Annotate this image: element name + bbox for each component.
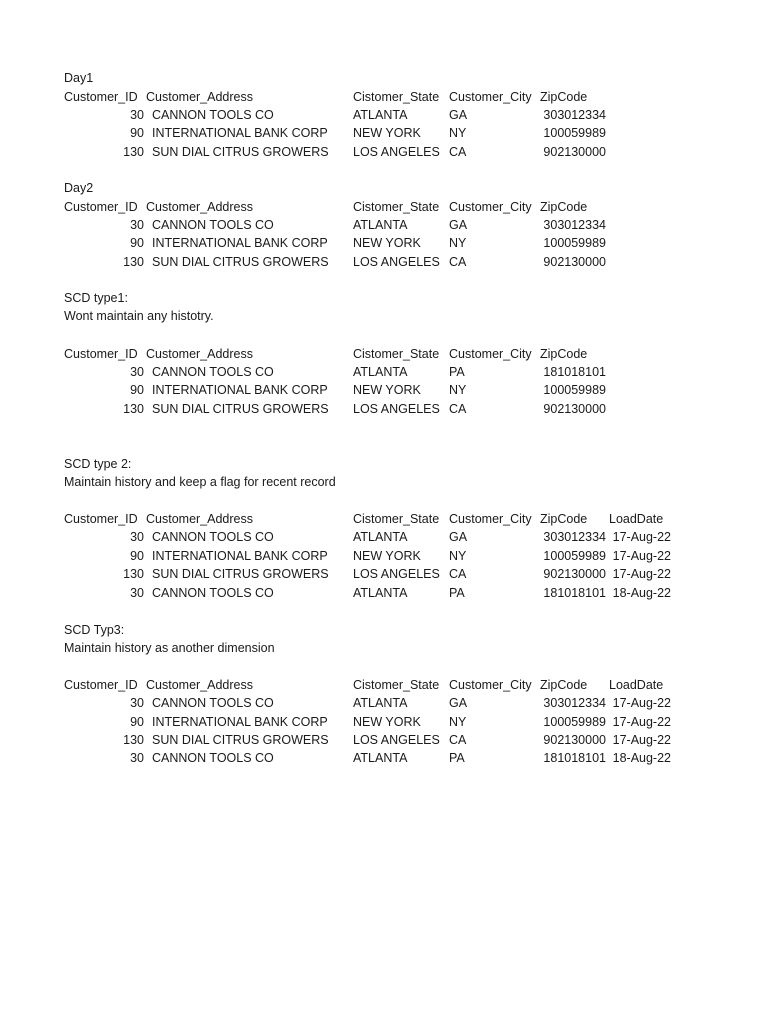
cell-customer-state: LOS ANGELES <box>353 255 440 269</box>
cell-customer-id: 30 <box>130 696 144 710</box>
cell-customer-address: INTERNATIONAL BANK CORP <box>152 126 328 140</box>
cell-customer-state: LOS ANGELES <box>353 733 440 747</box>
cell-loaddate: 18-Aug-22 <box>612 751 671 765</box>
section-title-scd-type1: SCD type1: <box>64 291 128 305</box>
header-customer-state: Cistomer_State <box>353 347 440 361</box>
header-loaddate: LoadDate <box>609 678 664 692</box>
cell-customer-id: 130 <box>123 255 144 269</box>
cell-customer-state: ATLANTA <box>353 751 408 765</box>
cell-customer-city: NY <box>449 126 467 140</box>
cell-customer-address: SUN DIAL CITRUS GROWERS <box>152 733 329 747</box>
section-title-scd-type2: SCD type 2: <box>64 457 132 471</box>
cell-customer-id: 30 <box>130 218 144 232</box>
header-customer-address: Customer_Address <box>146 678 253 692</box>
cell-customer-state: ATLANTA <box>353 108 408 122</box>
section-description-scd-type2: Maintain history and keep a flag for recent record <box>64 475 336 489</box>
cell-customer-address: INTERNATIONAL BANK CORP <box>152 236 328 250</box>
cell-customer-city: PA <box>449 586 465 600</box>
cell-customer-state: NEW YORK <box>353 236 421 250</box>
cell-customer-address: SUN DIAL CITRUS GROWERS <box>152 567 329 581</box>
cell-loaddate: 18-Aug-22 <box>612 586 671 600</box>
cell-loaddate: 17-Aug-22 <box>612 733 671 747</box>
cell-zipcode: 303012334 <box>543 530 606 544</box>
cell-customer-city: PA <box>449 751 465 765</box>
cell-customer-address: SUN DIAL CITRUS GROWERS <box>152 145 329 159</box>
cell-customer-city: NY <box>449 715 467 729</box>
section-description-scd-type3: Maintain history as another dimension <box>64 641 275 655</box>
cell-customer-address: CANNON TOOLS CO <box>152 365 274 379</box>
cell-customer-state: LOS ANGELES <box>353 402 440 416</box>
section-description-scd-type1: Wont maintain any histotry. <box>64 309 214 323</box>
cell-customer-address: CANNON TOOLS CO <box>152 586 274 600</box>
cell-customer-id: 90 <box>130 236 144 250</box>
cell-zipcode: 181018101 <box>543 586 606 600</box>
cell-customer-id: 30 <box>130 751 144 765</box>
cell-loaddate: 17-Aug-22 <box>612 696 671 710</box>
cell-zipcode: 902130000 <box>543 567 606 581</box>
cell-customer-id: 30 <box>130 586 144 600</box>
header-customer-address: Customer_Address <box>146 200 253 214</box>
cell-customer-city: GA <box>449 696 468 710</box>
section-title-day2: Day2 <box>64 181 94 195</box>
cell-customer-city: GA <box>449 218 468 232</box>
cell-customer-state: NEW YORK <box>353 549 421 563</box>
cell-customer-city: CA <box>449 402 467 416</box>
header-customer-state: Cistomer_State <box>353 512 440 526</box>
header-customer-address: Customer_Address <box>146 90 253 104</box>
cell-customer-city: CA <box>449 733 467 747</box>
cell-customer-city: CA <box>449 145 467 159</box>
cell-customer-address: SUN DIAL CITRUS GROWERS <box>152 402 329 416</box>
cell-customer-state: ATLANTA <box>353 530 408 544</box>
cell-zipcode: 100059989 <box>543 126 606 140</box>
cell-customer-id: 90 <box>130 549 144 563</box>
header-customer-city: Customer_City <box>449 678 532 692</box>
cell-customer-city: CA <box>449 255 467 269</box>
header-zipcode: ZipCode <box>540 512 588 526</box>
cell-loaddate: 17-Aug-22 <box>612 530 671 544</box>
cell-customer-address: INTERNATIONAL BANK CORP <box>152 715 328 729</box>
cell-customer-city: PA <box>449 365 465 379</box>
cell-zipcode: 181018101 <box>543 365 606 379</box>
cell-customer-state: NEW YORK <box>353 383 421 397</box>
cell-loaddate: 17-Aug-22 <box>612 715 671 729</box>
cell-customer-state: NEW YORK <box>353 126 421 140</box>
header-customer-state: Cistomer_State <box>353 90 440 104</box>
cell-customer-id: 130 <box>123 567 144 581</box>
cell-customer-address: SUN DIAL CITRUS GROWERS <box>152 255 329 269</box>
cell-zipcode: 100059989 <box>543 715 606 729</box>
cell-customer-state: LOS ANGELES <box>353 567 440 581</box>
cell-customer-id: 30 <box>130 530 144 544</box>
header-zipcode: ZipCode <box>540 90 588 104</box>
cell-customer-address: CANNON TOOLS CO <box>152 530 274 544</box>
header-customer-state: Cistomer_State <box>353 678 440 692</box>
cell-loaddate: 17-Aug-22 <box>612 549 671 563</box>
cell-customer-id: 90 <box>130 126 144 140</box>
cell-customer-id: 90 <box>130 715 144 729</box>
cell-zipcode: 100059989 <box>543 236 606 250</box>
cell-customer-city: GA <box>449 530 468 544</box>
header-customer-id: Customer_ID <box>64 200 138 214</box>
cell-customer-id: 130 <box>123 402 144 416</box>
header-customer-address: Customer_Address <box>146 347 253 361</box>
cell-zipcode: 100059989 <box>543 549 606 563</box>
cell-customer-address: INTERNATIONAL BANK CORP <box>152 549 328 563</box>
header-customer-city: Customer_City <box>449 200 532 214</box>
header-loaddate: LoadDate <box>609 512 664 526</box>
header-customer-address: Customer_Address <box>146 512 253 526</box>
cell-zipcode: 902130000 <box>543 402 606 416</box>
cell-customer-id: 130 <box>123 733 144 747</box>
cell-loaddate: 17-Aug-22 <box>612 567 671 581</box>
header-customer-id: Customer_ID <box>64 90 138 104</box>
cell-customer-city: NY <box>449 549 467 563</box>
cell-customer-state: NEW YORK <box>353 715 421 729</box>
cell-zipcode: 100059989 <box>543 383 606 397</box>
cell-customer-state: ATLANTA <box>353 696 408 710</box>
header-zipcode: ZipCode <box>540 347 588 361</box>
cell-zipcode: 902130000 <box>543 145 606 159</box>
cell-customer-state: ATLANTA <box>353 218 408 232</box>
cell-customer-city: CA <box>449 567 467 581</box>
section-title-day1: Day1 <box>64 71 94 85</box>
section-title-scd-type3: SCD Typ3: <box>64 623 125 637</box>
header-customer-state: Cistomer_State <box>353 200 440 214</box>
cell-customer-state: ATLANTA <box>353 365 408 379</box>
header-customer-city: Customer_City <box>449 347 532 361</box>
cell-customer-address: CANNON TOOLS CO <box>152 751 274 765</box>
header-customer-city: Customer_City <box>449 90 532 104</box>
cell-customer-city: GA <box>449 108 468 122</box>
header-customer-id: Customer_ID <box>64 512 138 526</box>
cell-customer-city: NY <box>449 236 467 250</box>
cell-customer-address: CANNON TOOLS CO <box>152 696 274 710</box>
cell-customer-address: CANNON TOOLS CO <box>152 108 274 122</box>
cell-customer-id: 30 <box>130 108 144 122</box>
cell-customer-state: ATLANTA <box>353 586 408 600</box>
header-zipcode: ZipCode <box>540 200 588 214</box>
cell-zipcode: 181018101 <box>543 751 606 765</box>
cell-zipcode: 303012334 <box>543 218 606 232</box>
cell-customer-address: CANNON TOOLS CO <box>152 218 274 232</box>
header-customer-id: Customer_ID <box>64 347 138 361</box>
header-zipcode: ZipCode <box>540 678 588 692</box>
cell-zipcode: 902130000 <box>543 255 606 269</box>
cell-customer-city: NY <box>449 383 467 397</box>
cell-customer-id: 130 <box>123 145 144 159</box>
cell-customer-state: LOS ANGELES <box>353 145 440 159</box>
header-customer-city: Customer_City <box>449 512 532 526</box>
cell-customer-id: 90 <box>130 383 144 397</box>
cell-zipcode: 303012334 <box>543 108 606 122</box>
cell-customer-id: 30 <box>130 365 144 379</box>
cell-zipcode: 902130000 <box>543 733 606 747</box>
cell-zipcode: 303012334 <box>543 696 606 710</box>
cell-customer-address: INTERNATIONAL BANK CORP <box>152 383 328 397</box>
header-customer-id: Customer_ID <box>64 678 138 692</box>
